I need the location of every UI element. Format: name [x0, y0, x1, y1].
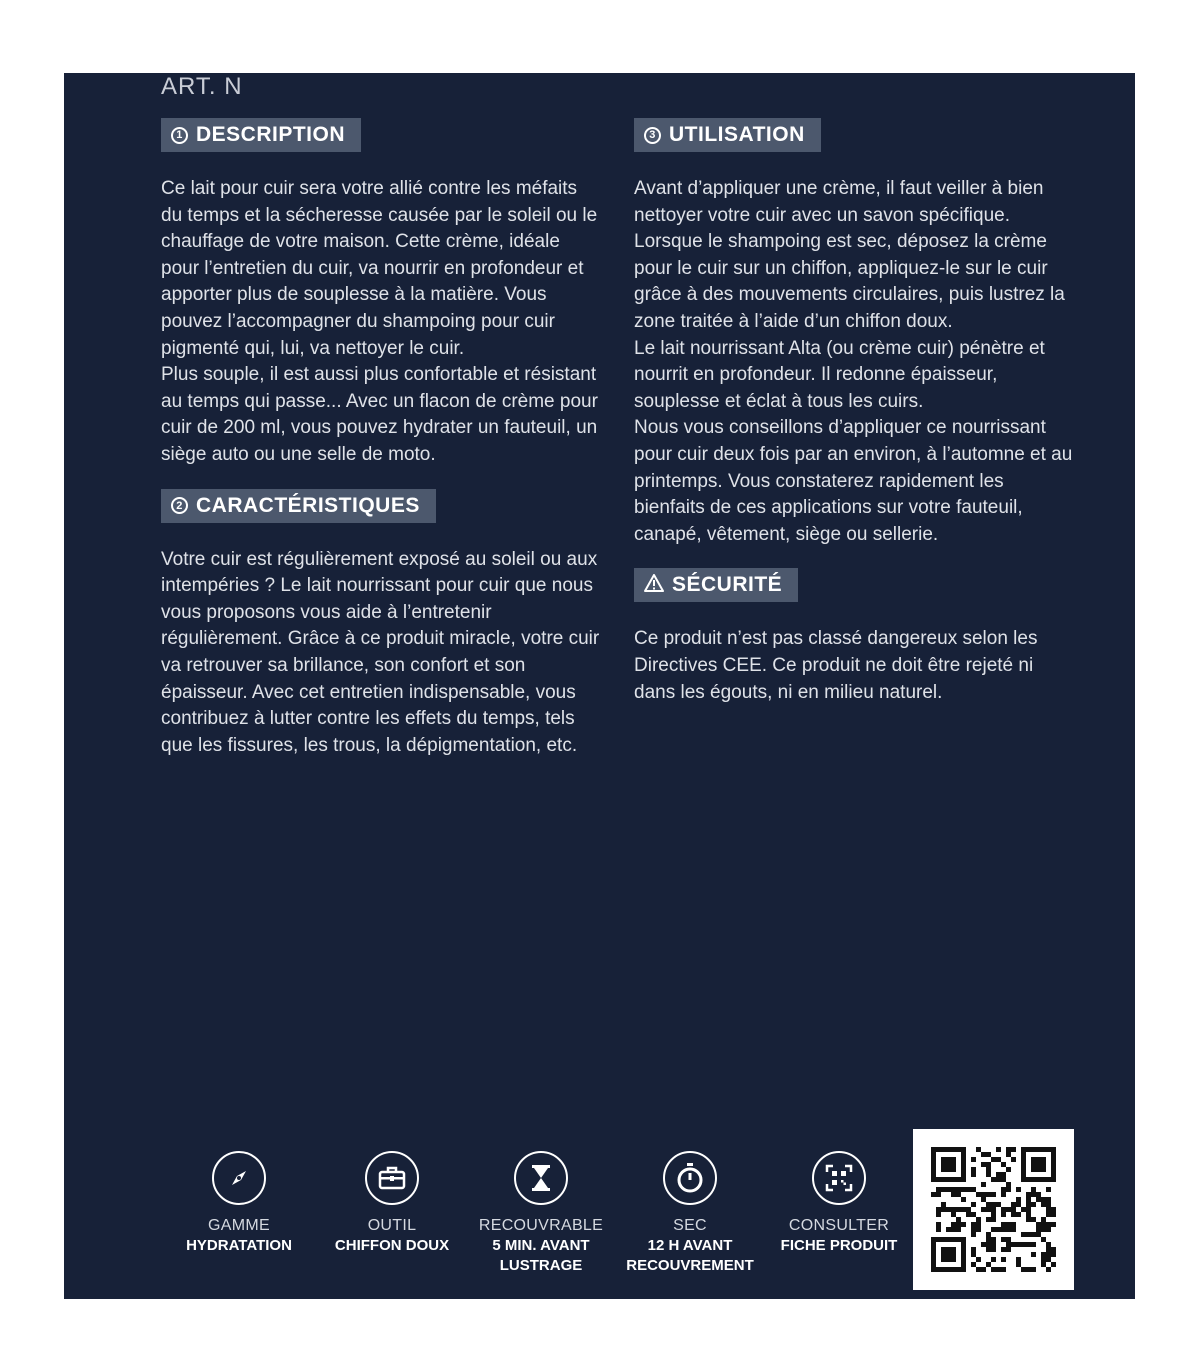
- toolbox-icon: [365, 1151, 419, 1205]
- feature-gamme: [164, 1151, 314, 1256]
- feature-value: 5 MIN. AVANT LUSTRAGE: [492, 1237, 590, 1274]
- number-3-icon: 3: [644, 127, 661, 144]
- utilisation-heading: [634, 118, 821, 152]
- description-paragraph: Ce lait pour cuir sera votre allié contre les méfaits du temps et la sécheresse causée par le soleil ou le chauffage de votre maison. Cette crème, idéale pour l’entretien du cuir, va nourrir en profondeur et apporter plus de souplesse à la matière. Vous pouvez l’accompagner du shampoing pour cuir pigmenté qui, lui, va nettoyer le cuir.: [161, 178, 598, 359]
- description-title: DESCRIPTION: [196, 123, 346, 146]
- feature-label: RECOUVRABLE: [478, 1217, 604, 1234]
- description-paragraph: Plus souple, il est aussi plus confortable et résistant au temps qui passe... Avec un flacon de crème pour cuir de 200 ml, vous pouvez hydrater un fauteuil, un siège auto ou une selle de moto.: [161, 364, 598, 465]
- right-column: [634, 118, 1076, 706]
- caracteristiques-heading: [161, 489, 436, 523]
- utilisation-text: [634, 176, 1076, 548]
- utilisation-paragraph: Nous vous conseillons d’appliquer ce nourrissant pour cuir deux fois par an environ, à l’automne et au printemps. Vous constaterez rapidement les bienfaits de ces applications sur votre fauteuil, canapé, vêtement, siège ou sellerie.: [634, 417, 1073, 545]
- securite-heading: [634, 568, 798, 602]
- left-column: [161, 118, 603, 759]
- caracteristiques-title: CARACTÉRISTIQUES: [196, 493, 420, 517]
- feature-value: 12 H AVANT RECOUVREMENT: [626, 1237, 754, 1274]
- article-reference: ART. N: [161, 73, 243, 100]
- utilisation-paragraph: Avant d’appliquer une crème, il faut veiller à bien nettoyer votre cuir avec un savon spécifique. Lorsque le shampoing est sec, déposez la crème pour le cuir sur un chiffon, appliquez-le sur le cuir grâce à des mouvements circulaires, puis lustrez la zone traitée à l’aide d’un chiffon doux.: [634, 178, 1065, 332]
- securite-text: [634, 626, 1076, 706]
- number-2-icon: 2: [171, 497, 188, 514]
- warning-icon: [644, 574, 664, 596]
- stopwatch-icon: [663, 1151, 717, 1205]
- feature-recouvrable: [466, 1151, 616, 1276]
- feature-label: CONSULTER: [788, 1217, 890, 1234]
- product-sheet-panel: [64, 73, 1135, 1299]
- description-heading: [161, 118, 361, 152]
- caracteristiques-paragraph: Votre cuir est régulièrement exposé au soleil ou aux intempéries ? Le lait nourrissant pour cuir que nous vous proposons vous aide à l’entretenir régulièrement. Grâce à ce produit miracle, votre cuir va retrouver sa brillance, son confort et son épaisseur. Avec cet entretien indispensable, vous contribuez à lutter contre les effets du temps, tels que les fissures, les trous, la dépigmentation, etc.: [161, 548, 600, 756]
- securite-paragraph: Ce produit n’est pas classé dangereux selon les Directives CEE. Ce produit ne doit être rejeté ni dans les égouts, ni en milieu naturel.: [634, 628, 1038, 703]
- feature-label: SEC: [673, 1217, 707, 1234]
- feature-value: HYDRATATION: [186, 1237, 292, 1254]
- compass-icon: [212, 1151, 266, 1205]
- feature-value: FICHE PRODUIT: [780, 1237, 898, 1254]
- securite-title: SÉCURITÉ: [672, 573, 783, 597]
- feature-label: OUTIL: [367, 1217, 417, 1234]
- feature-label: GAMME: [208, 1217, 270, 1234]
- feature-consulter: [764, 1151, 914, 1256]
- qr-scan-icon: [812, 1151, 866, 1205]
- feature-outil: [317, 1151, 467, 1256]
- caracteristiques-text: [161, 547, 603, 760]
- utilisation-paragraph: Le lait nourrissant Alta (ou crème cuir) pénètre et nourrit en profondeur. Il redonne épaisseur, souplesse et éclat à tous les cuirs.: [634, 337, 1045, 412]
- qr-code[interactable]: [913, 1129, 1074, 1290]
- description-text: [161, 176, 603, 469]
- feature-icons-row: [161, 1151, 901, 1291]
- feature-value: CHIFFON DOUX: [334, 1237, 450, 1254]
- hourglass-icon: [514, 1151, 568, 1205]
- number-1-icon: 1: [171, 127, 188, 144]
- utilisation-title: UTILISATION: [669, 123, 805, 146]
- feature-sec: [615, 1151, 765, 1276]
